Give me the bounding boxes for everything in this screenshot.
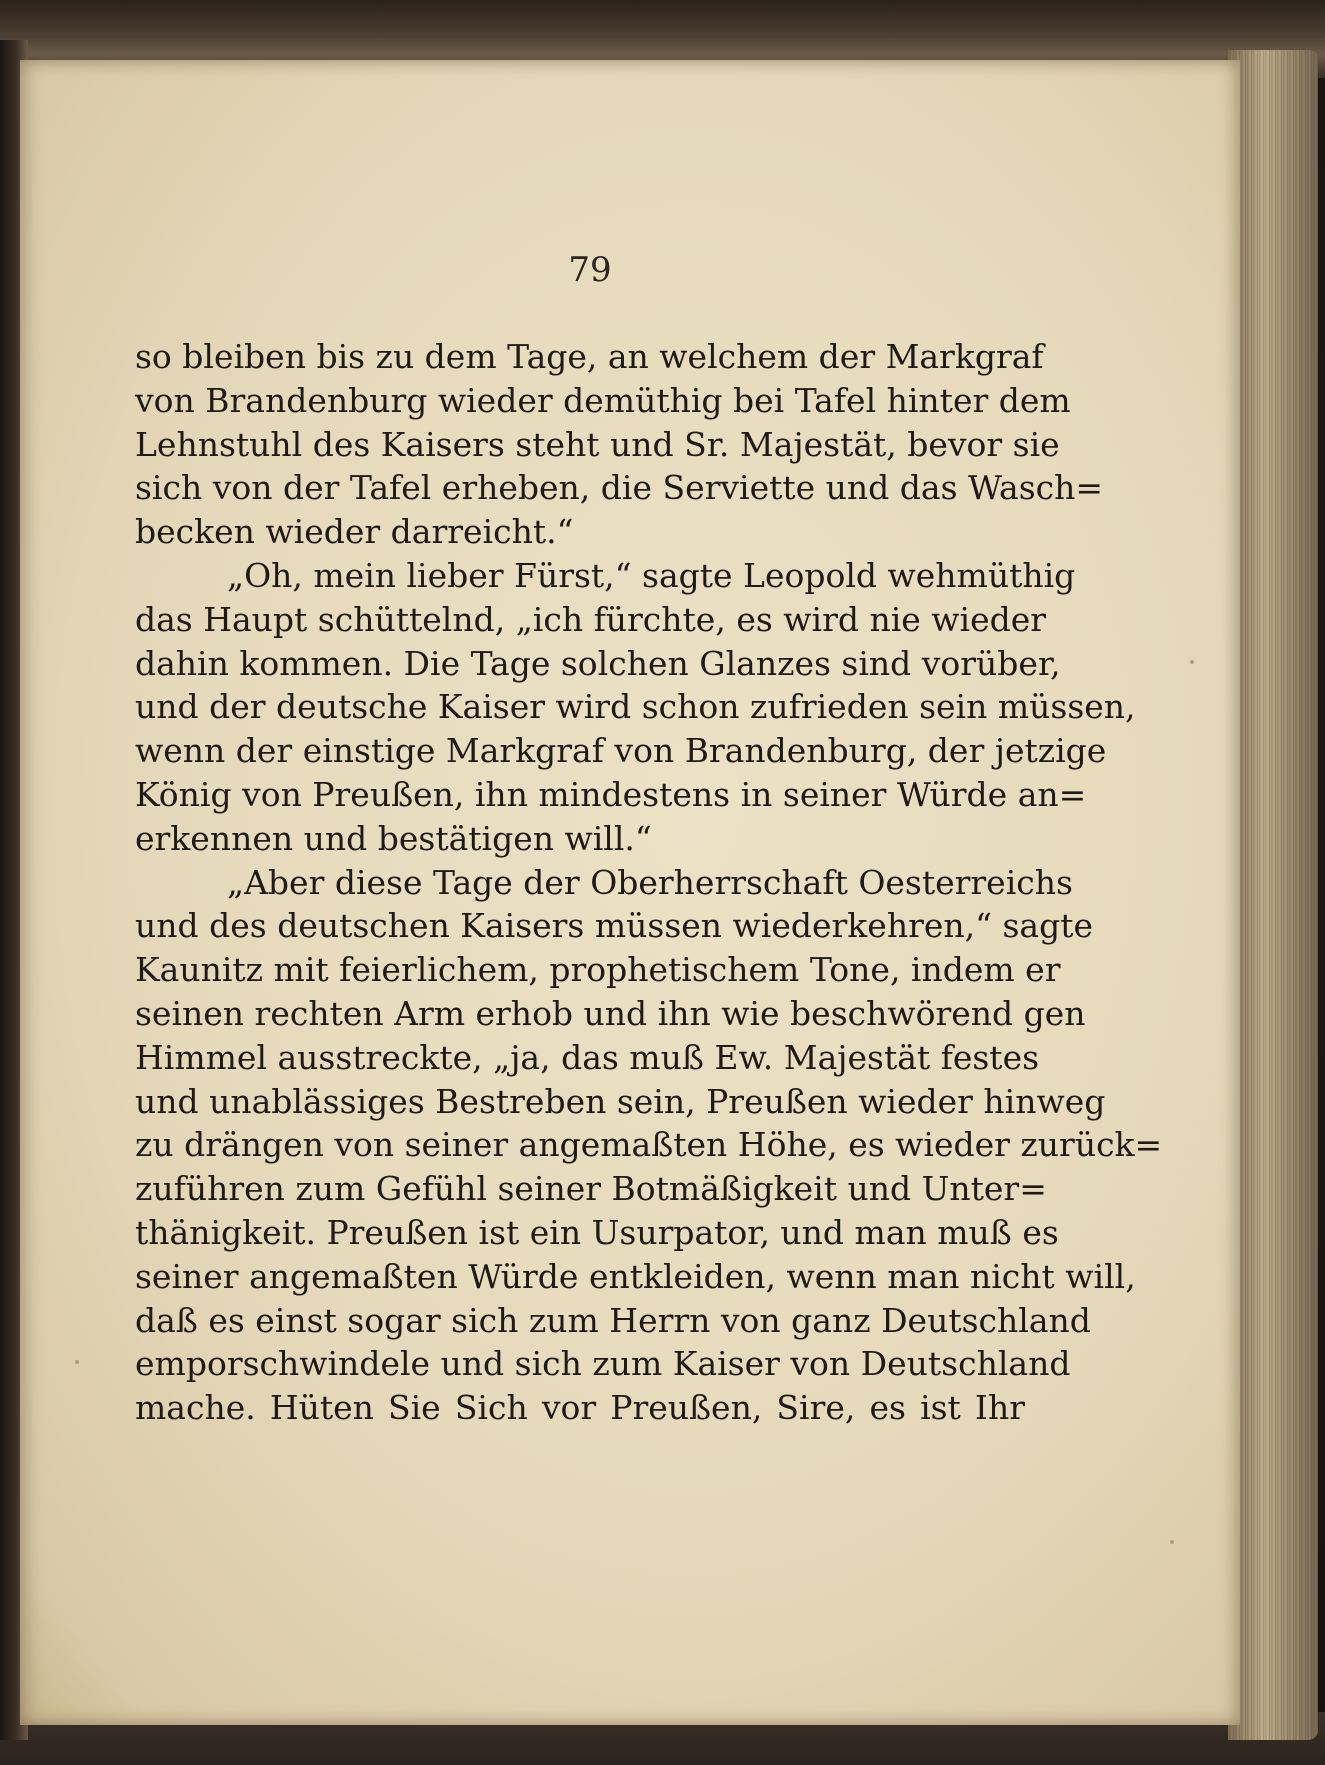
text-line: Kaunitz mit feierlichem, prophetischem Tone, indem er bbox=[135, 950, 1061, 990]
text-line: thänigkeit. Preußen ist ein Usurpator, und man muß es bbox=[135, 1212, 1059, 1252]
paper-speck bbox=[75, 1360, 79, 1364]
text-line: zuführen zum Gefühl seiner Botmäßigkeit und Unter= bbox=[135, 1169, 1047, 1209]
paper-speck bbox=[1170, 1540, 1174, 1544]
text-line: von Brandenburg wieder demüthig bei Tafel hinter dem bbox=[135, 380, 1071, 420]
text-line: und des deutschen Kaisers müssen wiederkehren,“ sagte bbox=[135, 906, 1094, 946]
text-line: Himmel ausstreckte, „ja, das muß Ew. Majestät festes bbox=[135, 1037, 1040, 1077]
text-line: seiner angemaßten Würde entkleiden, wenn man nicht will, bbox=[135, 1256, 1136, 1296]
text-line: „Aber diese Tage der Oberherrschaft Oesterreichs bbox=[227, 862, 1073, 902]
text-line: wenn der einstige Markgraf von Brandenburg, der jetzige bbox=[135, 731, 1107, 771]
text-line: erkennen und bestätigen will.“ bbox=[135, 818, 652, 858]
text-line: so bleiben bis zu dem Tage, an welchem der Markgraf bbox=[135, 337, 1044, 376]
page-number: 79 bbox=[568, 250, 612, 290]
text-line: becken wieder darreicht.“ bbox=[135, 512, 574, 552]
text-line: zu drängen von seiner angemaßten Höhe, es wieder zurück= bbox=[135, 1125, 1163, 1165]
text-line: und unablässiges Bestreben sein, Preußen wieder hinweg bbox=[135, 1081, 1106, 1121]
text-line: „Oh, mein lieber Fürst,“ sagte Leopold wehmüthig bbox=[227, 555, 1076, 595]
page-text bbox=[135, 335, 1163, 1430]
text-line: seinen rechten Arm erhob und ihn wie beschwörend gen bbox=[135, 993, 1086, 1033]
text-line: das Haupt schüttelnd, „ich fürchte, es wird nie wieder bbox=[135, 599, 1047, 639]
text-line: sich von der Tafel erheben, die Serviette und das Wasch= bbox=[135, 468, 1104, 508]
text-line: daß es einst sogar sich zum Herrn von ganz Deutschland bbox=[135, 1300, 1091, 1340]
paper-speck bbox=[1190, 660, 1194, 664]
text-line: und der deutsche Kaiser wird schon zufrieden sein müssen, bbox=[135, 687, 1136, 727]
text-line: mache. Hüten Sie Sich vor Preußen, Sire, es ist Ihr bbox=[135, 1388, 1025, 1428]
text-line: Lehnstuhl des Kaisers steht und Sr. Majestät, bevor sie bbox=[135, 424, 1060, 464]
text-line: dahin kommen. Die Tage solchen Glanzes sind vorüber, bbox=[135, 643, 1061, 683]
text-line: emporschwindele und sich zum Kaiser von Deutschland bbox=[135, 1344, 1071, 1384]
page-stack-shading bbox=[1228, 50, 1318, 1740]
text-line: König von Preußen, ihn mindestens in seiner Würde an= bbox=[135, 774, 1087, 814]
